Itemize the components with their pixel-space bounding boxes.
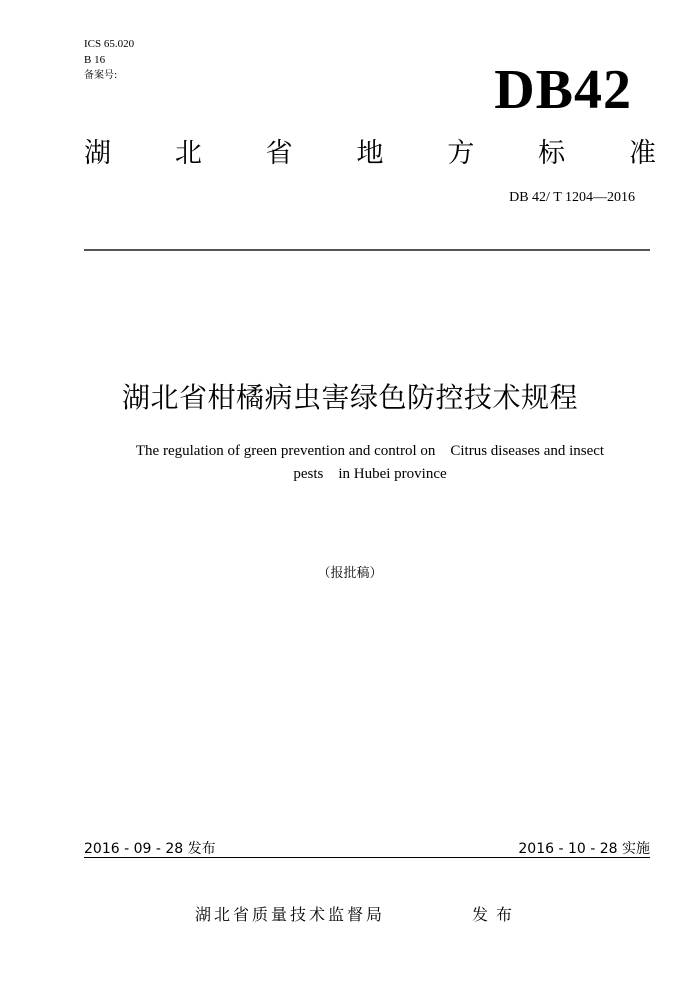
- issue-date: 2016 - 09 - 28 发布: [84, 841, 216, 857]
- footer-divider: [84, 857, 650, 858]
- standard-type-char: 方: [447, 138, 475, 169]
- document-title-zh: 湖北省柑橘病虫害绿色防控技术规程: [121, 381, 578, 414]
- standard-type-heading: [84, 136, 656, 172]
- standard-number: DB 42/ T 1204—2016: [509, 190, 635, 205]
- standard-type-char: 湖: [84, 138, 111, 169]
- document-title-en: [100, 440, 640, 486]
- standard-type-char: 省: [265, 138, 293, 169]
- publish-label: 发布: [472, 905, 521, 924]
- standard-type-char: 地: [356, 138, 384, 169]
- publisher-name: 湖北省质量技术监督局: [195, 905, 386, 924]
- header-divider: [84, 249, 650, 251]
- standard-logo: DB42: [494, 59, 632, 121]
- standard-type-char: 标: [538, 138, 566, 169]
- classification-code: B 16: [84, 54, 106, 66]
- implementation-date: 2016 - 10 - 28 实施: [518, 841, 650, 857]
- standard-type-char: 准: [628, 138, 656, 169]
- title-en-line-2: pests in Hubei province: [293, 466, 447, 482]
- record-number-label: 备案号:: [84, 70, 118, 81]
- standard-type-char: 北: [174, 138, 202, 169]
- ics-code: ICS 65.020: [84, 38, 135, 50]
- title-en-line-1: The regulation of green prevention and control on Citrus diseases and insect: [135, 443, 605, 459]
- draft-status: （报批稿）: [317, 566, 383, 581]
